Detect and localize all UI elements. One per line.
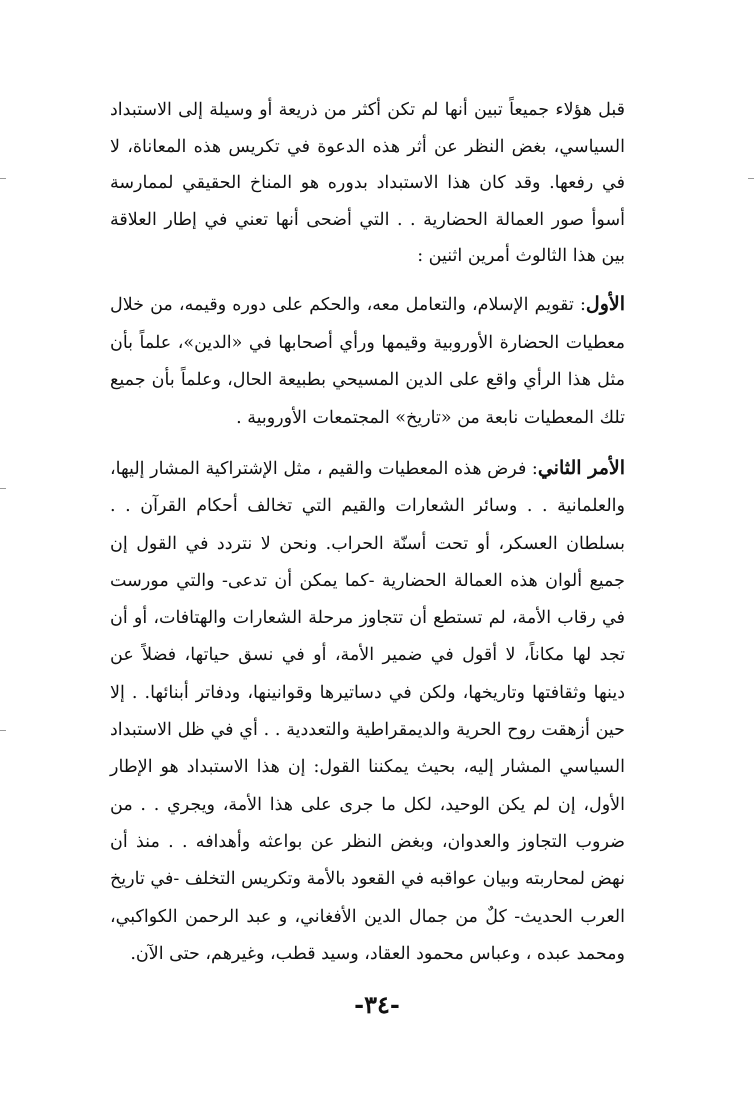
scan-edge-mark [0,488,6,489]
scan-edge-mark [0,730,6,731]
paragraph-intro [110,92,625,275]
paragraph-first-point [110,286,625,437]
paragraph-second-point [110,450,625,973]
paragraph-second-point-heading: الأمر الثاني [537,457,625,479]
scan-edge-mark [748,178,754,179]
paragraph-intro-text: قبل هؤلاء جميعاً تبين أنها لم تكن أكثر من ذريعة أو وسيلة إلى الاستبداد السياسي، بغض النظر عن أثر هذه الدعوة في تكريس هذه المعاناة، لا في رفعها. وقد كان هذا الاستبداد بدوره هو المناخ الحقيقي لممارسة أسوأ صور العمالة الحضارية . . التي أضحى أنها تعني في إطار العلاقة بين هذا الثالوث أمرين اثنين : [110,100,625,266]
paragraph-first-point-heading: الأول [585,293,625,315]
page-number: -٣٤- [354,990,400,1019]
scan-edge-mark [0,178,6,179]
paragraph-first-point-text: : تقويم الإسلام، والتعامل معه، والحكم على دوره وقيمه، من خلال معطيات الحضارة الأوروبية وقيمها ورأي أصحابها في «الدين»، علماً بأن مثل هذا الرأي واقع على الدين المسيحي بطبيعة الحال، وعلماً بأن جميع تلك المعطيات نابعة من «تاريخ» المجتمعات الأوروبية . [110,295,625,428]
paragraph-second-point-text: : فرض هذه المعطيات والقيم ، مثل الإشتراكية المشار إليها، والعلمانية . . وسائر الشعارات والقيم التي تخالف أحكام القرآن . . بسلطان العسكر، أو تحت أسنّة الحراب. ونحن لا نتردد في القول إن جميع ألوان هذه العمالة الحضارية -كما يمكن أن تدعى- والتي مورست في رقاب الأمة، لم تستطع أن تتجاوز مرحلة الشعارات والهتافات، أو أن تجد لها مكاناً، لا أقول في ضمير الأمة، أو في نسق حياتها، فضلاً عن دينها وثقافتها وتاريخها، ولكن في دساتيرها وقوانينها، ودفاتر أبنائها. . إلا حين أزهقت روح الحرية والديمقراطية والتعددية . . أي في ظل الاستبداد السياسي المشار إليه، بحيث يمكننا القول: إن هذا الاستبداد هو الإطار الأول، إن لم يكن الوحيد، لكل ما جرى على هذا الأمة، ويجري . . من ضروب التجاوز والعدوان، وبغض النظر عن بواعثه وأهدافه . . منذ أن نهض لمحاربته وبيان عواقبه في القعود بالأمة وتكريس التخلف -في تاريخ العرب الحديث- كلٌ من جمال الدين الأفغاني، و عبد الرحمن الكواكبي، ومحمد عبده ، وعباس محمود العقاد، وسيد قطب، وغيرهم، حتى الآن. [110,459,625,964]
